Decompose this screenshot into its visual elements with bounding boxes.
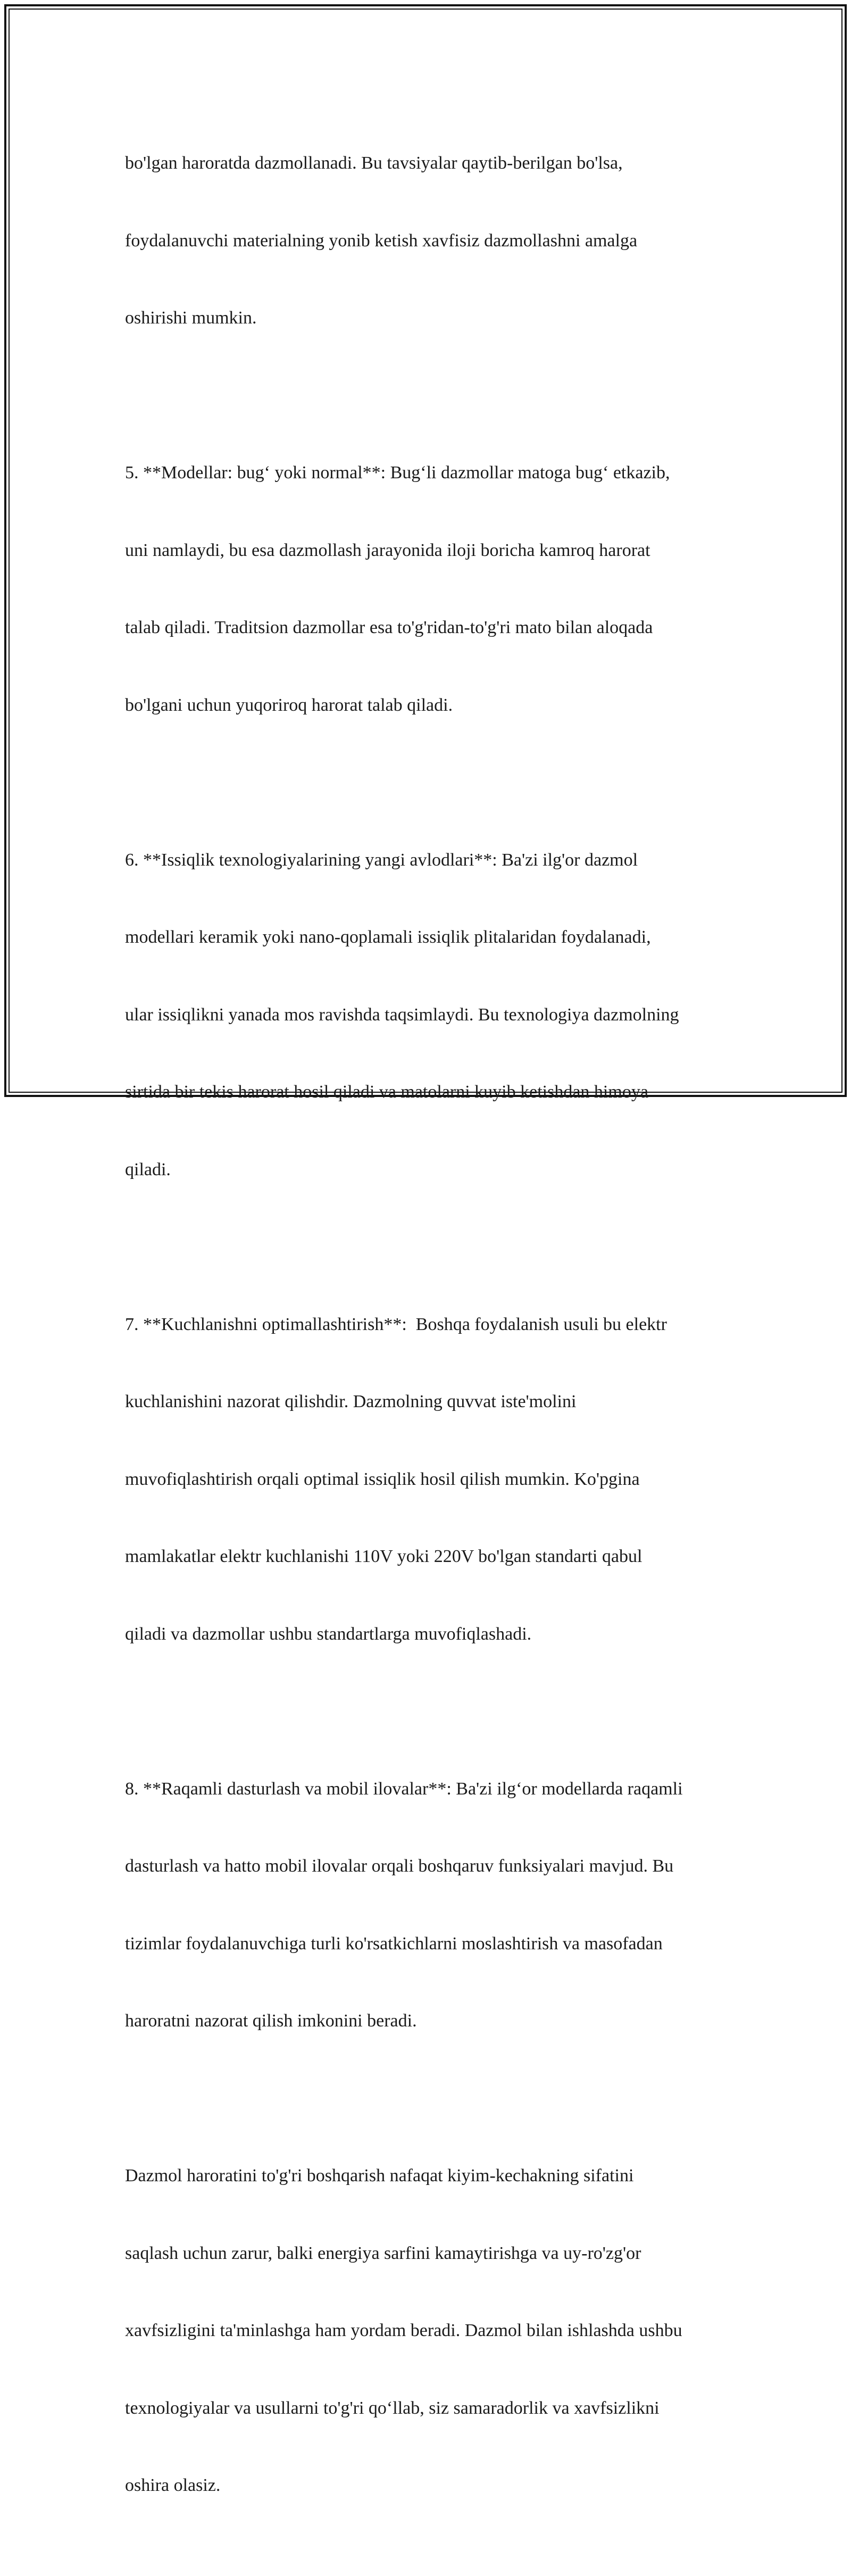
text-line: dasturlash va hatto mobil ilovalar orqali boshqaruv funksiyalari mavjud. Bu [125, 1856, 674, 1876]
text-line: ular issiqlikni yanada mos ravishda taqsimlaydi. Bu texnologiya dazmolning [125, 1004, 679, 1025]
text-line: muvofiqlashtirish orqali optimal issiqlik hosil qilish mumkin. Ko'pgina [125, 1469, 640, 1489]
paragraph-item-5 [125, 409, 737, 770]
text-line: modellari keramik yoki nano-qoplamali issiqlik plitalaridan foydalanadi, [125, 927, 651, 947]
text-line: tizimlar foydalanuvchiga turli ko'rsatkichlarni moslashtirish va masofadan [125, 1933, 663, 1954]
text-line: haroratni nazorat qilish imkonini beradi. [125, 2011, 417, 2031]
text-line: qiladi. [125, 1159, 171, 1179]
paragraph-item-8 [125, 1725, 737, 2086]
text-line: oshira olasiz. [125, 2475, 221, 2495]
text-line: bo'lgan haroratda dazmollanadi. Bu tavsiyalar qaytib-berilgan bo'lsa, [125, 153, 623, 173]
text-line: qiladi va dazmollar ushbu standartlarga muvofiqlashadi. [125, 1624, 532, 1644]
text-line: mamlakatlar elektr kuchlanishi 110V yoki 220V bo'lgan standarti qabul [125, 1547, 643, 1566]
paragraph-item-7 [125, 1260, 737, 1699]
text-line: kuchlanishini nazorat qilishdir. Dazmolning quvvat iste'molini [125, 1392, 577, 1411]
text-line: 6. **Issiqlik texnologiyalarining yangi avlodlari**: Ba'zi ilg'or dazmol [125, 850, 638, 870]
paragraph-item-6 [125, 796, 737, 1235]
text-line: foydalanuvchi materialning yonib ketish xavfisiz dazmollashni amalga [125, 230, 638, 251]
text-line: uni namlaydi, bu esa dazmollash jarayonida iloji boricha kamroq harorat [125, 540, 650, 560]
text-line: texnologiyalar va usullarni to'g'ri qo‘llab, siz samaradorlik va xavfsizlikni [125, 2398, 660, 2418]
paragraph-conclusion [125, 2112, 737, 2550]
text-line: talab qiladi. Traditsion dazmollar esa to'g'ridan-to'g'ri mato bilan aloqada [125, 618, 653, 637]
text-line: xavfsizligini ta'minlashga ham yordam beradi. Dazmol bilan ishlashda ushbu [125, 2321, 682, 2340]
text-line: 8. **Raqamli dasturlash va mobil ilovalar**: Ba'zi ilg‘or modellarda raqamli [125, 1779, 683, 1799]
text-line: 5. **Modellar: bug‘ yoki normal**: Bug‘li dazmollar matoga bug‘ etkazib, [125, 463, 670, 483]
text-line: bo'lgani uchun yuqoriroq harorat talab qiladi. [125, 695, 453, 715]
text-line: oshirishi mumkin. [125, 308, 257, 328]
text-line: sirtida bir tekis harorat hosil qiladi va matolarni kuyib ketishdan himoya [125, 1082, 648, 1102]
document-body [125, 99, 737, 2576]
text-line: saqlash uchun zarur, balki energiya sarfini kamaytirishga va uy-ro'zg'or [125, 2243, 641, 2263]
text-line: Dazmol haroratini to'g'ri boshqarish nafaqat kiyim-kechakning sifatini [125, 2166, 634, 2186]
paragraph-continuation [125, 99, 737, 383]
text-line: 7. **Kuchlanishni optimallashtirish**: Boshqa foydalanish usuli bu elektr [125, 1314, 667, 1334]
